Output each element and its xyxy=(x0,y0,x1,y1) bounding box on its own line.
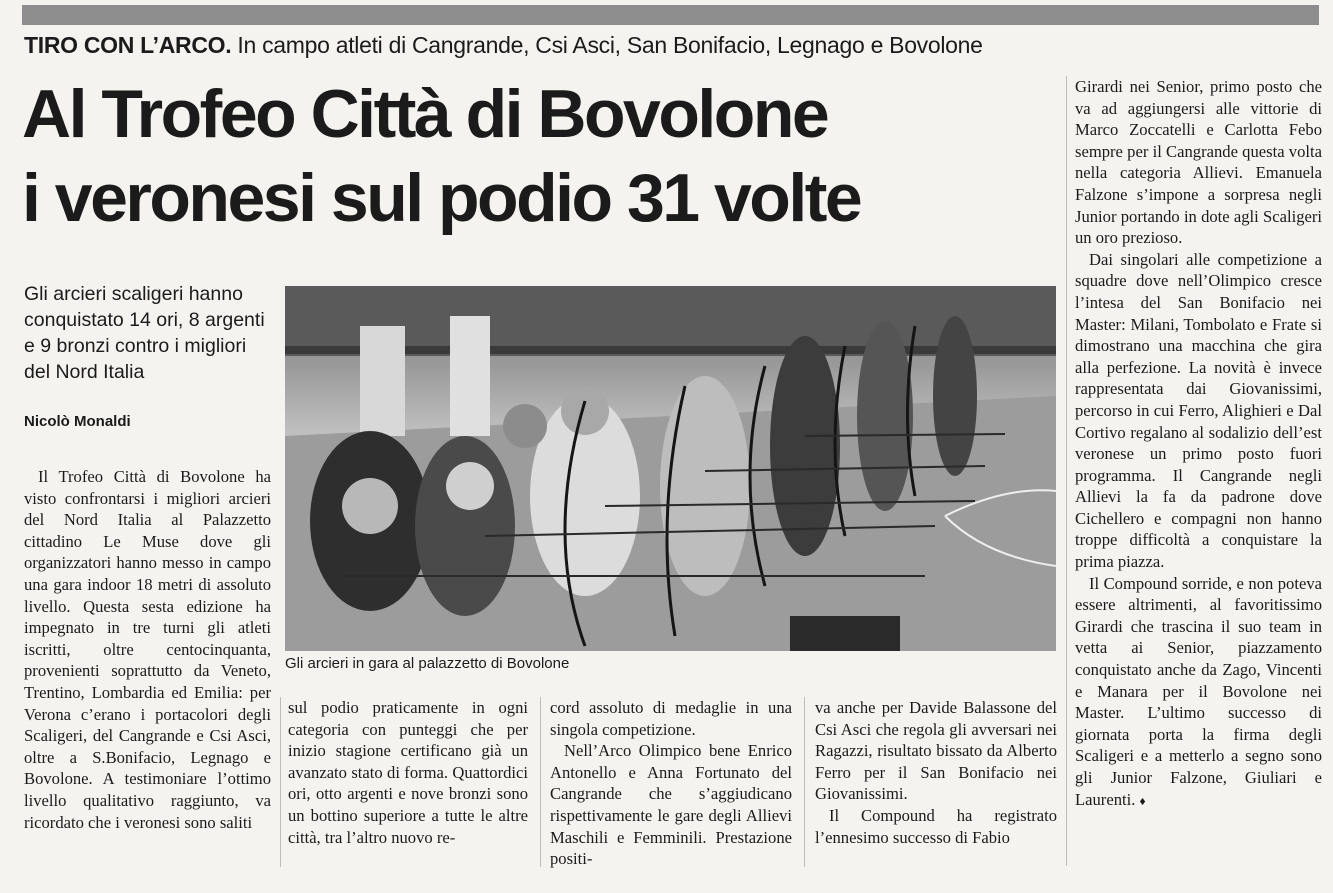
photo-caption: Gli arcieri in gara al palazzetto di Bovolone xyxy=(285,655,570,672)
paragraph-last xyxy=(1075,573,1322,813)
kicker xyxy=(24,32,983,59)
column-divider xyxy=(1066,76,1067,866)
article-column-2 xyxy=(288,697,528,848)
page-top-bar xyxy=(22,5,1319,25)
paragraph: cord assoluto di medaglie in una singola competizione. xyxy=(550,698,792,739)
kicker-section: TIRO CON L’ARCO. xyxy=(24,32,232,58)
paragraph-text: Il Compound sorride, e non poteva essere altrimenti, al favoritissimo Girardi che trascina il suo team in vetta ai Senior, piazzamento conquistato anche da Zago, Vincenti e Manara per il Bovolone nei Master. L’ultimo successo di giornata porta la firma degli Scaligeri e a metterlo a segno sono gli Junior Falzone, Giuliari e Laurenti. xyxy=(1075,573,1322,809)
archers-illustration xyxy=(285,286,1056,651)
headline-line-2: i veronesi sul podio 31 volte xyxy=(22,160,861,236)
column-divider xyxy=(804,697,805,867)
article-photo xyxy=(285,286,1056,651)
paragraph: Il Trofeo Città di Bovolone ha visto confrontarsi i migliori arcieri del Nord Italia al Palazzetto cittadino Le Muse dove gli organizzatori hanno messo in campo una gara indoor 18 metri di assoluto livello. Questa sesta edizione ha impegnato in tre turni gli atleti iscritti, oltre centocinquanta, provenienti soprattutto da Veneto, Trentino, Lombardia ed Emilia: per Verona c’erano i portacolori degli Scaligeri, del Cangrande e Csi Asci, oltre a S.Bonifacio, Legnago e Bovolone. A testimoniare l’ottimo livello qualitativo raggiunto, va ricordato che i veronesi sono saliti xyxy=(24,467,271,832)
column-divider xyxy=(540,697,541,867)
article-column-3 xyxy=(550,697,792,870)
paragraph: va anche per Davide Balassone del Csi Asci che regola gli avversari nei Ragazzi, risultato bissato da Alberto Ferro per il San Bonifacio nei Giovanissimi. xyxy=(815,698,1057,804)
headline-line-1: Al Trofeo Città di Bovolone xyxy=(22,76,828,152)
article-column-4 xyxy=(815,697,1057,848)
paragraph: Il Compound ha registrato l’ennesimo successo di Fabio xyxy=(815,805,1057,847)
paragraph: Nell’Arco Olimpico bene Enrico Antonello e Anna Fortunato del Cangrande che s’aggiudicano rispettivamente le gare degli Allievi Maschili e Femminili. Prestazione positi- xyxy=(550,741,792,869)
paragraph: sul podio praticamente in ogni categoria con punteggi che per inizio stagione certificano già un avanzato stato di forma. Quattordici ori, otto argenti e nove bronzi sono un bottino superiore a tutte le altre città, tra l’altro nuovo re- xyxy=(288,698,528,847)
column-divider xyxy=(280,697,281,867)
paragraph: Girardi nei Senior, primo posto che va ad aggiungersi alle vittorie di Marco Zoccatelli e Carlotta Febo sempre per il Cangrande questa volta nella categoria Allievi. Emanuela Falzone s’impone a sorpresa negli Junior portando in dote agli Scaligeri un oro prezioso. xyxy=(1075,77,1322,248)
author-byline: Nicolò Monaldi xyxy=(24,413,131,430)
paragraph: Dai singolari alle competizione a squadre dove nell’Olimpico cresce l’intesa del San Bonifacio nei Master: Milani, Tombolato e Frate si dimostrano una macchina che gira alla perfezione. La novità è invece rappresentata dai Giovanissimi, percorso in cui Ferro, Alighieri e Dal Cortivo regalano al sodalizio dell’est veronese un primo posto fuori programma. Il Cangrande negli Allievi la fa da padrone dove Cichellero e compagni non hanno troppe difficoltà a conquistare la prima piazza. xyxy=(1075,249,1322,572)
kicker-text: In campo atleti di Cangrande, Csi Asci, San Bonifacio, Legnago e Bovolone xyxy=(237,32,983,58)
headline xyxy=(22,72,860,240)
article-column-1 xyxy=(24,466,271,833)
subheadline: Gli arcieri scaligeri hanno conquistato 14 ori, 8 argenti e 9 bronzi contro i migliori del Nord Italia xyxy=(24,283,265,383)
end-mark: ♦ xyxy=(1139,793,1146,808)
article-column-5 xyxy=(1075,76,1322,812)
